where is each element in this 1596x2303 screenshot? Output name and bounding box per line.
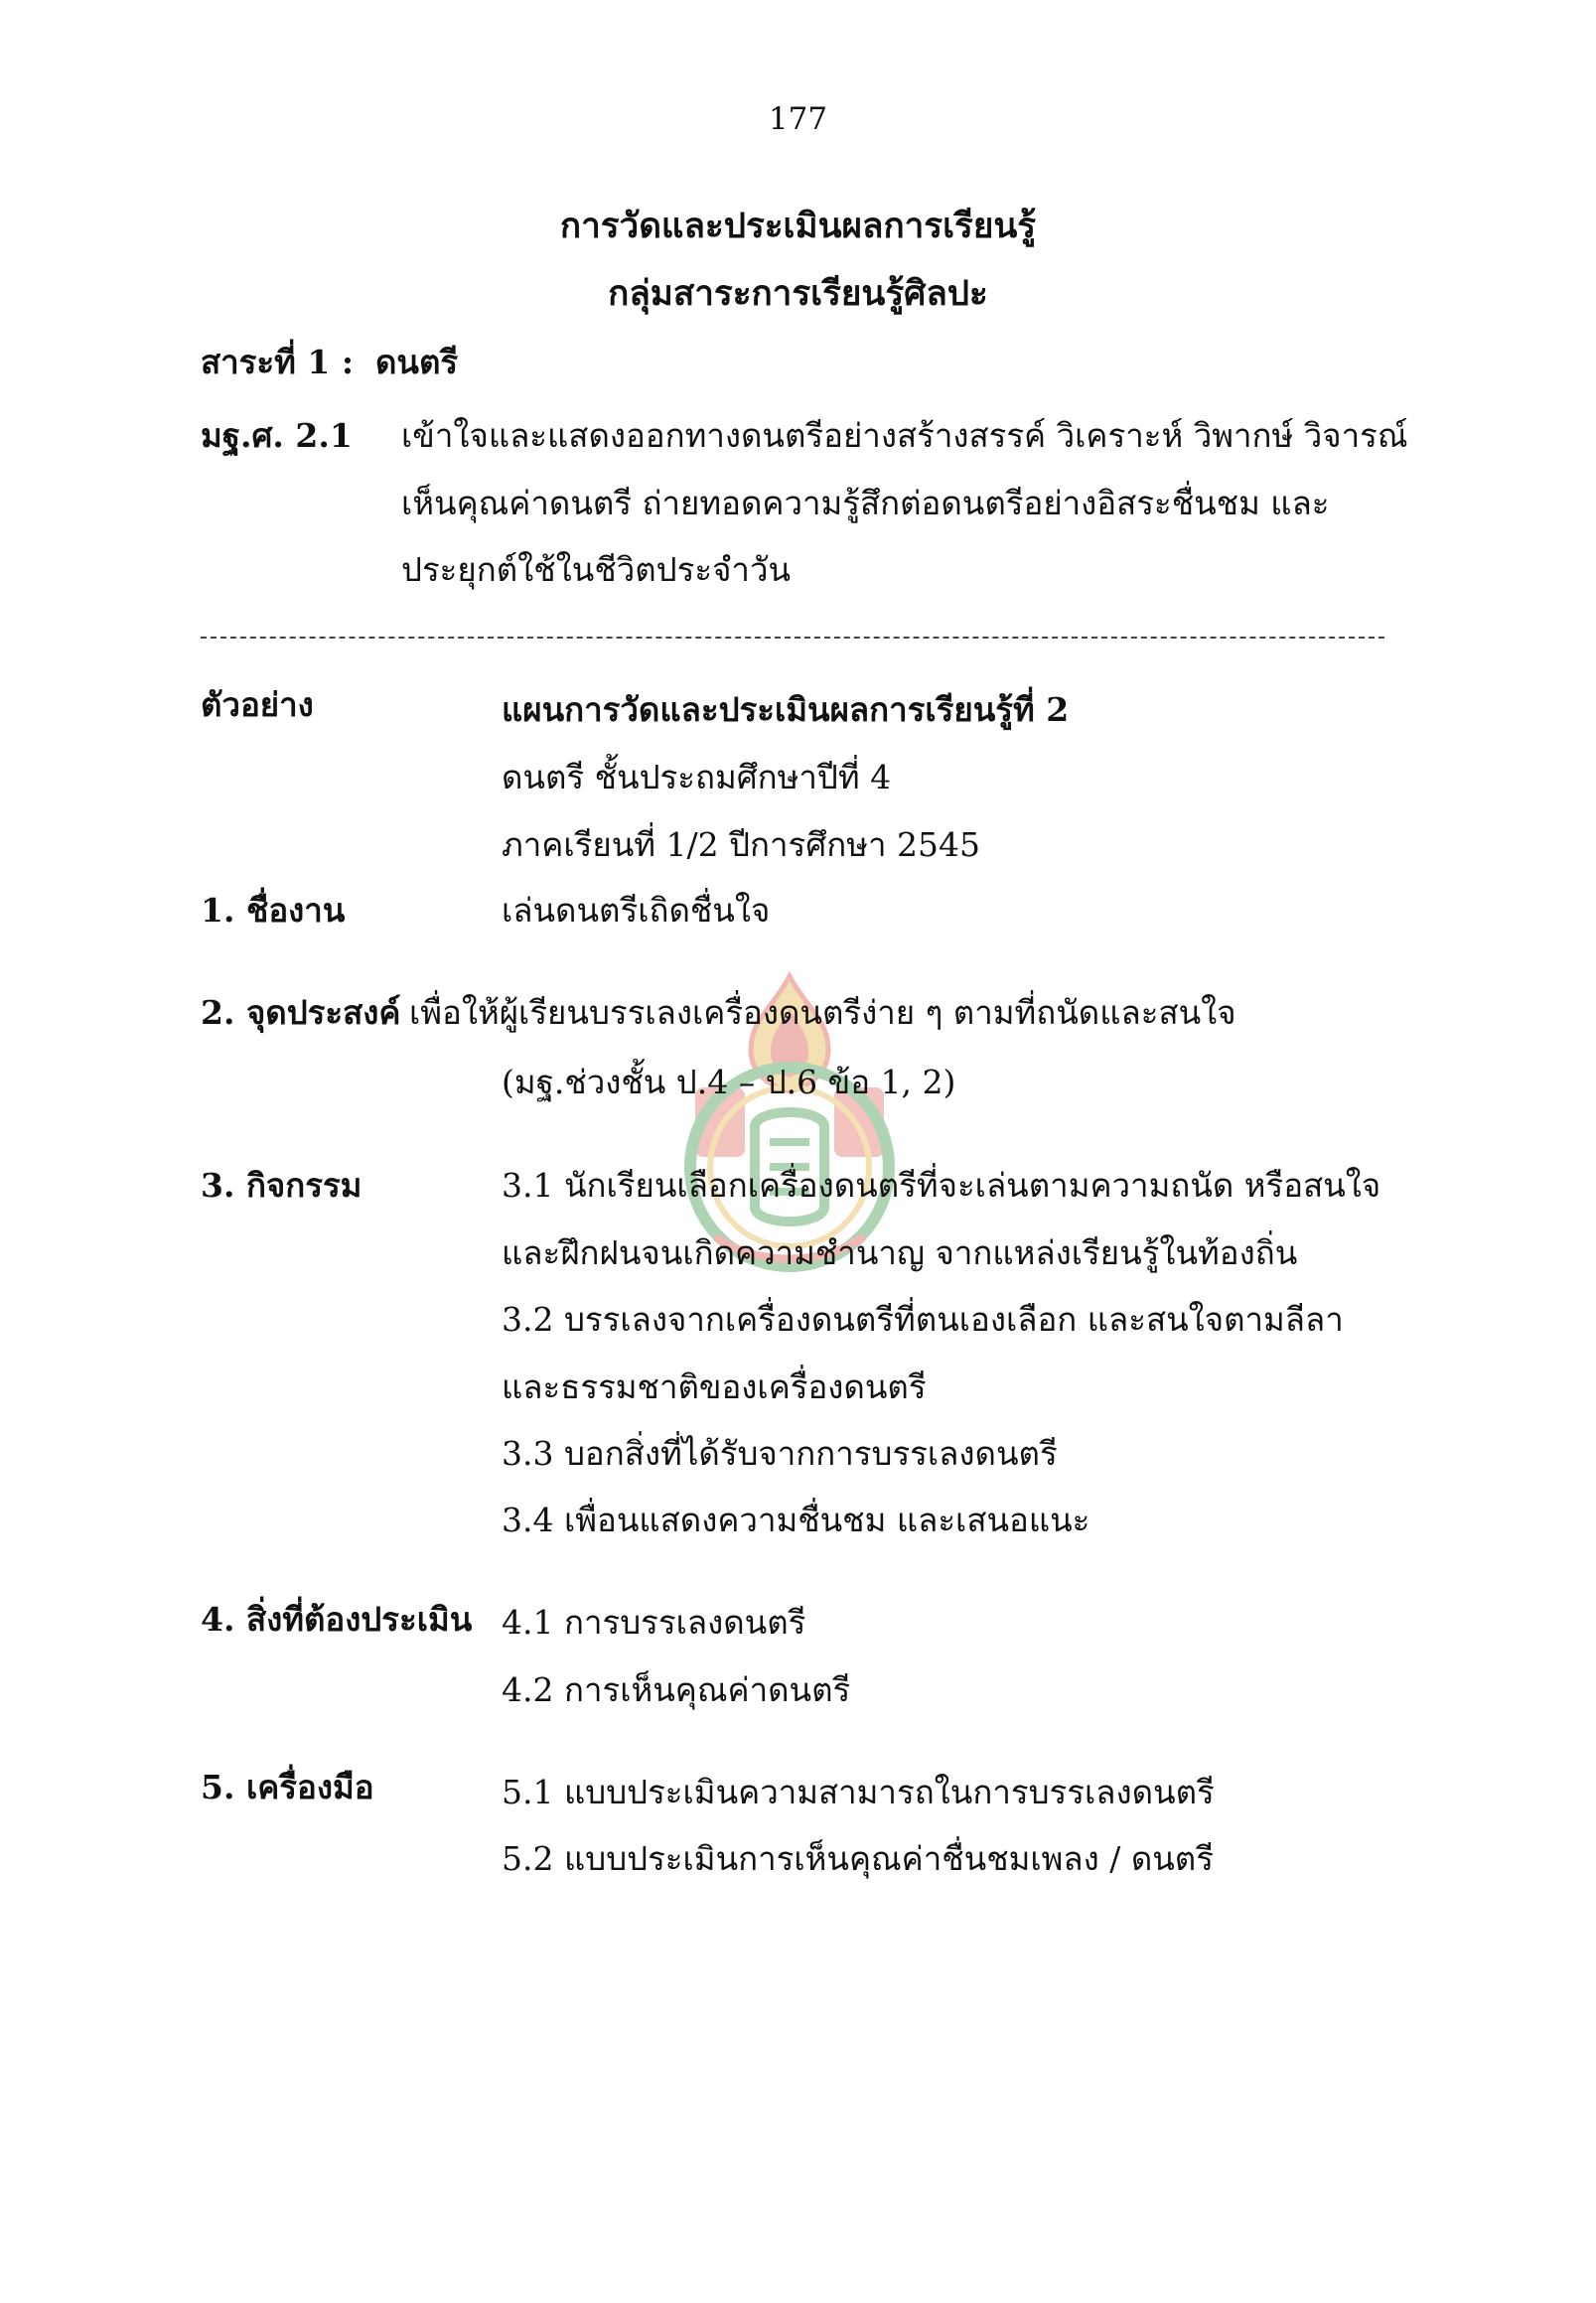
activity-line: 3.3 บอกสิ่งที่ได้รับจากการบรรเลงดนตรี: [502, 1434, 1058, 1473]
section-3-label: 3. กิจกรรม: [201, 1166, 363, 1205]
section-5-label: 5. เครื่องมือ: [201, 1768, 374, 1806]
activity-line: และธรรมชาติของเครื่องดนตรี: [502, 1367, 927, 1406]
page-number: 177: [768, 101, 828, 137]
activity-line: 3.1 นักเรียนเลือกเครื่องดนตรีที่จะเล่นตามความถนัด หรือสนใจ: [502, 1166, 1381, 1205]
activity-line: 3.2 บรรเลงจากเครื่องดนตรีที่ตนเองเลือก และสนใจตามลีลา: [502, 1300, 1344, 1339]
section-1-label: 1. ชื่องาน: [201, 891, 346, 930]
standard-text-line: เข้าใจและแสดงออกทางดนตรีอย่างสร้างสรรค์ วิเคราะห์ วิพากษ์ วิจารณ์: [401, 416, 1408, 455]
standard-code: มฐ.ศ. 2.1: [201, 416, 353, 455]
standard-text-line: เห็นคุณค่าดนตรี ถ่ายทอดความรู้สึกต่อดนตรีอย่างอิสระชื่นชม และ: [401, 484, 1330, 522]
page-title: การวัดและประเมินผลการเรียนรู้: [559, 206, 1037, 246]
activity-line: และฝึกฝนจนเกิดความชำนาญ จากแหล่งเรียนรู้ในท้องถิ่น: [502, 1233, 1298, 1272]
assessment-item: 4.2 การเห็นคุณค่าดนตรี: [502, 1670, 851, 1709]
strand-value: ดนตรี: [375, 343, 459, 381]
section-4-label: 4. สิ่งที่ต้องประเมิน: [201, 1600, 473, 1639]
page-subtitle: กลุ่มสาระการเรียนรู้ศิลปะ: [608, 273, 988, 314]
plan-title: แผนการวัดและประเมินผลการเรียนรู้ที่ 2: [502, 690, 1070, 729]
tool-item: 5.1 แบบประเมินความสามารถในการบรรเลงดนตรี: [502, 1773, 1215, 1811]
assessment-item: 4.1 การบรรเลงดนตรี: [502, 1603, 806, 1642]
section-2-text: เพื่อให้ผู้เรียนบรรเลงเครื่องดนตรีง่าย ๆ ตามที่ถนัดและสนใจ: [409, 993, 1236, 1032]
standard-text-line: ประยุกต์ใช้ในชีวิตประจำวัน: [401, 550, 792, 589]
section-1-text: เล่นดนตรีเถิดชื่นใจ: [502, 891, 771, 930]
strand-label: สาระที่ 1 :: [201, 343, 354, 381]
tool-item: 5.2 แบบประเมินการเห็นคุณค่าชื่นชมเพลง / ดนตรี: [502, 1839, 1214, 1878]
plan-subject: ดนตรี ชั้นประถมศึกษาปีที่ 4: [502, 758, 892, 796]
dashed-divider: [201, 637, 1384, 639]
plan-term: ภาคเรียนที่ 1/2 ปีการศึกษา 2545: [502, 825, 980, 864]
section-2-note: (มฐ.ช่วงชั้น ป.4 – ป.6 ข้อ 1, 2): [502, 1063, 956, 1101]
section-2-label: 2. จุดประสงค์: [201, 993, 401, 1032]
example-label: ตัวอย่าง: [201, 685, 314, 724]
activity-line: 3.4 เพื่อนแสดงความชื่นชม และเสนอแนะ: [502, 1501, 1090, 1539]
